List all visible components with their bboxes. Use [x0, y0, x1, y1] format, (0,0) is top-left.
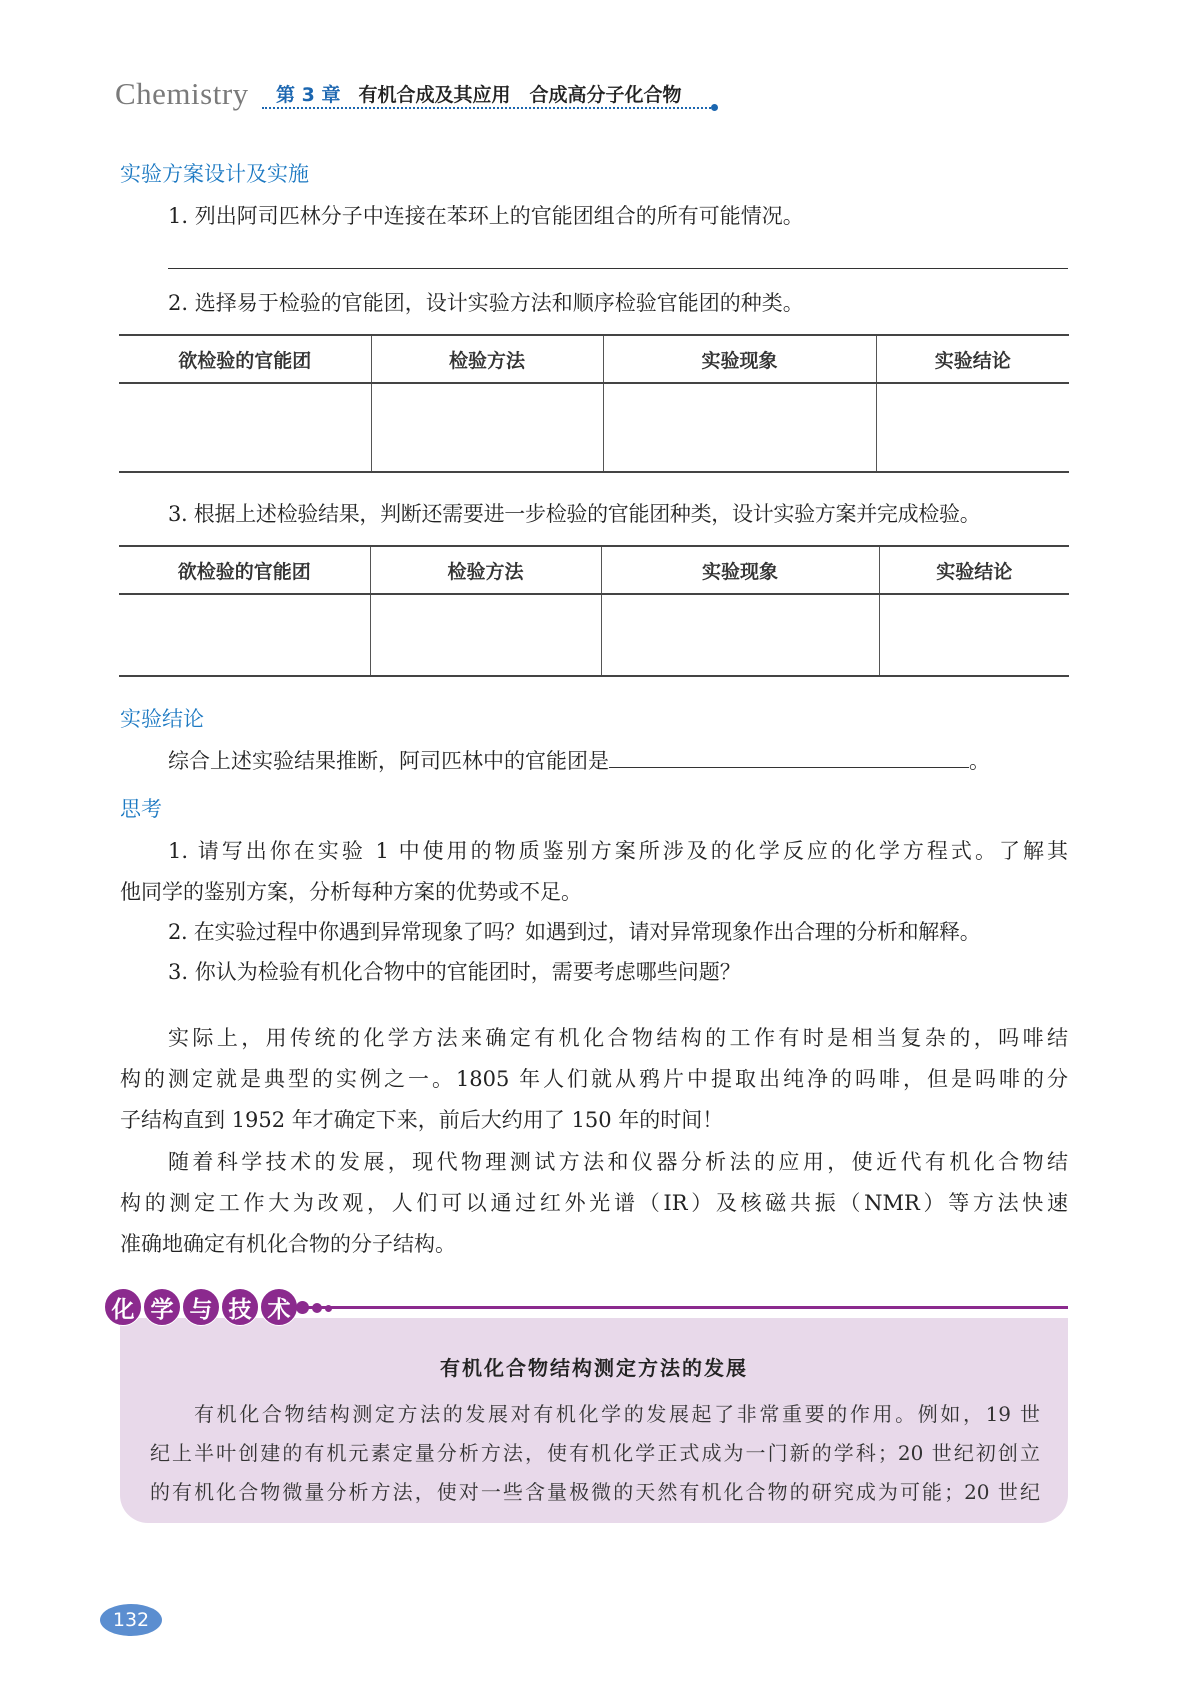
feature-title: 有机化合物结构测定方法的发展 — [440, 1356, 748, 1380]
table-2 — [119, 545, 1069, 677]
badge-char: 与 — [182, 1288, 220, 1326]
page-number: 132 — [100, 1604, 162, 1636]
col-header: 实验结论 — [879, 546, 1069, 594]
body-line: 随着科学技术的发展，现代物理测试方法和仪器分析法的应用，使近代有机化合物结 — [168, 1150, 1068, 1174]
conclusion-sentence — [168, 745, 990, 775]
table-cell[interactable] — [879, 594, 1069, 676]
feature-band — [262, 1306, 1068, 1309]
col-header: 欲检验的官能团 — [119, 335, 371, 383]
think-line: 他同学的鉴别方案，分析每种方案的优势或不足。 — [120, 880, 582, 904]
body-line: 构的测定就是典型的实例之一。1805 年人们就从鸦片中提取出纯净的吗啡，但是吗啡的分 — [120, 1067, 1068, 1091]
chapter-header — [276, 80, 681, 107]
badge-char: 学 — [143, 1288, 181, 1326]
badge-char: 化 — [104, 1288, 142, 1326]
col-header: 检验方法 — [371, 335, 603, 383]
col-header: 欲检验的官能团 — [119, 546, 370, 594]
conclusion-blank[interactable] — [609, 747, 969, 768]
table-cell[interactable] — [876, 383, 1069, 472]
table-cell[interactable] — [371, 383, 603, 472]
col-header: 检验方法 — [370, 546, 601, 594]
table-cell[interactable] — [370, 594, 601, 676]
question-3: 3. 根据上述检验结果，判断还需要进一步检验的官能团种类，设计实验方案并完成检验。 — [168, 502, 981, 526]
col-header: 实验现象 — [601, 546, 879, 594]
table-1 — [119, 334, 1069, 473]
chapter-title: 有机合成及其应用 合成高分子化合物 — [358, 84, 682, 106]
table-cell[interactable] — [119, 383, 371, 472]
conclusion-end: 。 — [969, 749, 990, 773]
brand-title: Chemistry — [115, 76, 249, 111]
table-cell[interactable] — [603, 383, 876, 472]
question-2: 2. 选择易于检验的官能团，设计实验方法和顺序检验官能团的种类。 — [168, 291, 804, 315]
conclusion-text: 综合上述实验结果推断，阿司匹林中的官能团是 — [168, 749, 609, 773]
section-heading-design: 实验方案设计及实施 — [120, 162, 309, 186]
think-line: 2. 在实验过程中你遇到异常现象了吗？如遇到过，请对异常现象作出合理的分析和解释。 — [168, 920, 981, 944]
body-line: 实际上，用传统的化学方法来确定有机化合物结构的工作有时是相当复杂的，吗啡结 — [168, 1026, 1068, 1050]
col-header: 实验现象 — [603, 335, 876, 383]
think-line: 1. 请写出你在实验 1 中使用的物质鉴别方案所涉及的化学反应的化学方程式。了解其 — [168, 839, 1068, 863]
body-line: 子结构直到 1952 年才确定下来，前后大约用了 150 年的时间！ — [120, 1108, 724, 1132]
body-line: 准确地确定有机化合物的分子结构。 — [120, 1232, 456, 1256]
chapter-number: 第 3 章 — [276, 84, 341, 106]
table-cell[interactable] — [601, 594, 879, 676]
dot-icon — [296, 1301, 309, 1314]
feature-badge — [104, 1288, 298, 1326]
feature-line: 的有机化合物微量分析方法，使对一些含量极微的天然有机化合物的研究成为可能；20 世纪 — [150, 1480, 1040, 1504]
header-dotted-rule — [262, 107, 714, 109]
answer-line-1[interactable] — [168, 268, 1068, 269]
col-header: 实验结论 — [876, 335, 1069, 383]
dot-icon — [325, 1305, 332, 1312]
feature-line: 纪上半叶创建的有机元素定量分析方法，使有机化学正式成为一门新的学科；20 世纪初创立 — [150, 1441, 1040, 1465]
body-line: 构的测定工作大为改观，人们可以通过红外光谱（IR）及核磁共振（NMR）等方法快速 — [120, 1191, 1068, 1215]
header-dot-icon — [711, 104, 718, 111]
section-heading-conclusion: 实验结论 — [120, 707, 204, 731]
dot-icon — [312, 1303, 322, 1313]
think-line: 3. 你认为检验有机化合物中的官能团时，需要考虑哪些问题？ — [168, 960, 741, 984]
section-heading-think: 思考 — [120, 797, 162, 821]
feature-line: 有机化合物结构测定方法的发展对有机化学的发展起了非常重要的作用。例如，19 世 — [194, 1402, 1040, 1426]
question-1: 1. 列出阿司匹林分子中连接在苯环上的官能团组合的所有可能情况。 — [168, 204, 804, 228]
badge-char: 技 — [221, 1288, 259, 1326]
badge-char: 术 — [260, 1288, 298, 1326]
table-cell[interactable] — [119, 594, 370, 676]
